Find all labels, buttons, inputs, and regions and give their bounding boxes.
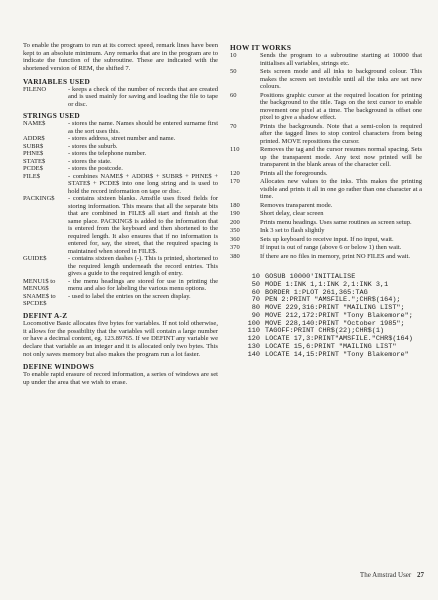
how-line-number: 110: [230, 146, 240, 153]
how-it-works-row: [230, 202, 422, 210]
magazine-name: The Amstrad User: [359, 571, 412, 579]
how-line-text: If there are no files in memory, print NO FILES and wait.: [260, 252, 410, 260]
how-it-works-heading: HOW IT WORKS: [230, 43, 292, 52]
code-line-text: MOVE 228,140:PRINT "October 1985";: [265, 319, 405, 328]
code-line: [230, 352, 422, 360]
intro-paragraph: To enable the program to run at its correct speed, remark lines have been kept to an absolute minimum. Any remarks that are in the program are to indicate the function of the subroutine. These are indicated with the shortened version of REM, the shifted 7.: [23, 42, 218, 73]
code-line-text: LOCATE 15,6:PRINT "MAILING LIST": [265, 342, 397, 351]
code-line-number: 110: [247, 327, 260, 336]
how-line-number: 180: [230, 201, 240, 209]
how-line-text: Prints the backgrounds. Note that a semi-colon is required after the tagged lines to stop control characters from being printed. MOVE repositions the cursor.: [260, 122, 422, 145]
definition-term: PACKING$: [23, 195, 55, 203]
right-column: [230, 42, 422, 359]
how-line-text: Removes transparent mode.: [260, 201, 333, 209]
code-line-text: MOVE 212,172:PRINT "Tony Blakemore";: [265, 311, 413, 320]
how-line-number: 350: [230, 227, 240, 234]
how-line-number: 50: [230, 68, 237, 75]
definition-term: ADDR$: [23, 135, 45, 143]
code-line-number: 80: [251, 304, 260, 312]
how-line-text: Prints all the foregrounds.: [260, 169, 328, 177]
how-it-works-row: [230, 236, 422, 244]
how-line-text: Removes the tag and the cursor resumes normal spacing. Sets up the transparent mode. Any text now printed will be transparent in the blank areas of the character cell.: [260, 146, 422, 168]
definition-row: [23, 150, 218, 158]
how-it-works-row: [230, 123, 422, 146]
how-it-works-row: [230, 52, 422, 67]
definition-term: PHNE$: [23, 150, 44, 158]
define-windows-paragraph: To enable rapid erasure of record information, a series of windows are set up under the area that we wish to erase.: [23, 371, 218, 387]
definition-desc: - keeps a check of the number of records that are created and is used mainly for saving and loading the file to tape or disc.: [68, 85, 218, 108]
code-line-text: TAGOFF:PRINT CHR$(22);CHR$(1): [265, 327, 385, 336]
definition-desc: - stores the suburb.: [68, 142, 118, 150]
code-line-text: PEN 2:PRINT "AMSFILE.";CHR$(164);: [265, 296, 401, 305]
program-listing: [230, 274, 422, 359]
definition-term: FILE$: [23, 172, 40, 180]
how-it-works-list: [230, 52, 422, 260]
definition-term: NAME$: [23, 120, 46, 128]
defint-paragraph: Locomotive Basic allocates five bytes for variables. If not told otherwise, it allows for the possibility that the variables will contain a large number or have a decimal content, eg. 123.89765. If we DEFINT any variable we declare that variable as an integer and it is allocated only two bytes. This not only saves memory but also makes the program run a lot faster.: [23, 319, 218, 358]
how-it-works-row: [230, 170, 422, 178]
how-it-works-row: [230, 178, 422, 201]
definition-row: [23, 86, 218, 109]
definition-term: FILENO: [23, 85, 47, 93]
how-line-text: Sets screen mode and all inks to background colour. This makes the screen set invisible until all the inks are set new colours.: [260, 68, 422, 90]
how-it-works-row: [230, 253, 422, 261]
how-it-works-row: [230, 146, 422, 169]
code-line-number: 140: [247, 350, 260, 359]
code-line-text: LOCATE 17,3:PRINT"AMSFILE."CHR$(164): [265, 335, 413, 343]
code-line-number: 60: [251, 288, 260, 297]
how-line-text: Short delay, clear screen: [260, 210, 324, 217]
definition-desc: - contains sixteen blanks. Amsfile uses fixed fields for storing information. This means that all the separate bits that are combined in FILE$ all start and finish at the same place. PACKING$ is added to the information that is entered from the keyboard and then shortened to the required length. It also ensures that if no information is entered for, say, the street, that the required spacing is maintained when stored in FILE$.: [68, 195, 218, 255]
how-line-number: 70: [230, 122, 237, 130]
code-line-text: BORDER 1:PLOT 261,365:TAG: [265, 288, 368, 297]
strings-list: [23, 120, 218, 308]
how-line-text: Positions graphic cursor at the required location for printing the background to the title. Tags on the text cursor to enable movement one pixel at a time. The background is offset one pixel to give a shadow effect.: [260, 91, 422, 121]
definition-desc: - the menu headings are stored for use in printing the menu and also for labeling the various menu options.: [68, 277, 218, 293]
how-line-number: 360: [230, 235, 240, 243]
page-number: 27: [417, 571, 424, 579]
code-line-number: 90: [251, 311, 260, 320]
how-line-number: 190: [230, 210, 240, 217]
how-it-works-row: [230, 210, 422, 218]
how-line-number: 370: [230, 244, 240, 251]
page-footer: [360, 571, 424, 579]
code-line-number: 50: [251, 280, 260, 289]
code-line-text: MODE 1:INK 1,1:INK 2,1:INK 3,1: [265, 280, 389, 289]
left-column: [23, 42, 218, 392]
variables-list: [23, 86, 218, 109]
code-line-number: 120: [247, 335, 260, 343]
definition-desc: - combines NAME$ + ADDR$ + SUBR$ + PHNE$ + STATE$ + PCDE$ into one long string and is used to hold the record information on tape or disc.: [68, 172, 218, 195]
definition-desc: - stores the postcode.: [68, 165, 123, 173]
definition-row: [23, 165, 218, 173]
how-line-text: Allocates new values to the inks. This makes the printing visible and prints it all in one go rather than one character at a time.: [260, 178, 422, 200]
definition-row: [23, 278, 218, 293]
definition-row: [23, 120, 218, 135]
how-it-works-row: [230, 68, 422, 91]
definition-desc: - stores the name. Names should be entered surname first as the sort uses this.: [68, 120, 218, 135]
how-it-works-row: [230, 219, 422, 227]
how-line-number: 10: [230, 52, 237, 59]
definition-row: [23, 135, 218, 143]
how-it-works-row: [230, 227, 422, 235]
definition-term: STATE$: [23, 157, 46, 165]
how-line-number: 200: [230, 218, 240, 226]
how-line-text: Sends the program to a subroutine starting at 10000 that initialises all variables, strings etc.: [260, 52, 422, 67]
definition-row: [23, 158, 218, 166]
definition-row: [23, 293, 218, 308]
definition-row: [23, 195, 218, 255]
definition-row: [23, 173, 218, 196]
definition-term: GUIDE$: [23, 255, 47, 263]
definition-row: [23, 143, 218, 151]
how-line-number: 60: [230, 91, 237, 99]
definition-desc: - stores the telephone number.: [68, 150, 147, 158]
defint-heading: DEFINT A-Z: [23, 310, 68, 320]
code-line-number: 70: [251, 296, 260, 305]
code-line-text: GOSUB 10000'INITIALISE: [265, 273, 356, 281]
code-line-text: MOVE 229,316:PRINT "MAILING LIST";: [265, 304, 405, 312]
definition-term: PCDE$: [23, 165, 43, 173]
definition-desc: - stores the state.: [68, 157, 112, 165]
how-line-number: 170: [230, 178, 240, 185]
variables-heading: VARIABLES USED: [23, 76, 91, 86]
how-it-works-row: [230, 244, 422, 252]
code-line-text: LOCATE 14,15:PRINT "Tony Blakemore": [265, 350, 409, 359]
define-windows-heading: DEFINE WINDOWS: [23, 362, 95, 372]
definition-desc: - stores address, street number and name.: [68, 135, 176, 143]
definition-term: SUBR$: [23, 142, 44, 150]
how-line-text: Sets up keyboard to receive input. If no input, wait.: [260, 235, 394, 243]
how-line-text: Prints menu headings. Uses same routines as screen setup.: [260, 218, 412, 226]
how-it-works-row: [230, 92, 422, 122]
definition-desc: - used to label the entries on the screen display.: [68, 292, 191, 300]
definition-term: SNAME$ to SPCDE$: [23, 292, 56, 308]
how-line-number: 380: [230, 252, 240, 260]
how-line-text: If input is out of range (above 6 or below 1) then wait.: [260, 244, 402, 251]
code-line-number: 10: [251, 273, 260, 281]
strings-heading: STRINGS USED: [23, 111, 80, 121]
definition-row: [23, 255, 218, 278]
how-line-text: Ink 3 set to flash slightly: [260, 227, 325, 234]
code-line-number: 130: [247, 342, 260, 351]
how-line-number: 120: [230, 169, 240, 177]
definition-desc: - contains sixteen dashes (-). This is printed, shortened to the required length underneath the record entries. This gives a guide to the required length of entry.: [68, 255, 218, 278]
definition-term: MENU1$ to MENU6$: [23, 277, 56, 293]
code-line-number: 100: [247, 319, 260, 328]
